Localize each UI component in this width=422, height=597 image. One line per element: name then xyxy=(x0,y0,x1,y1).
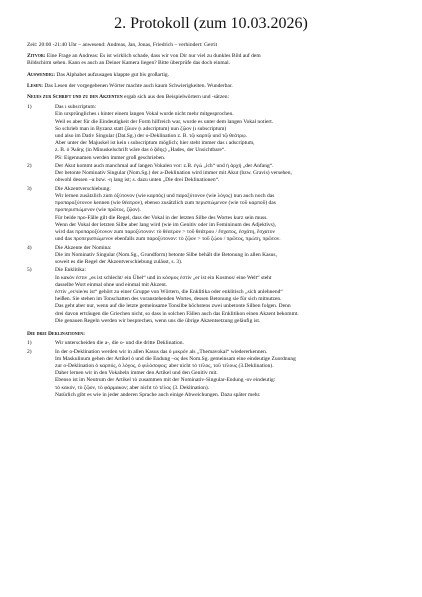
item-number: 5) xyxy=(27,267,32,274)
neues-text: ergab sich aus den Beispielwörtern und -sätzen: xyxy=(124,94,229,101)
item-line: Ebenso ist im Neutrum der Artikel τὸ zusammen mit der Nominativ-Singular-Endung -ον eindeutig: xyxy=(55,377,276,384)
item-number: 2) xyxy=(27,348,32,355)
list-item xyxy=(27,340,395,347)
list-item xyxy=(27,245,395,267)
item-line: Wir unterscheiden die a-, die o- und die dritte Deklination. xyxy=(55,340,184,347)
list-item xyxy=(27,267,395,325)
item-number: 3) xyxy=(27,185,32,192)
item-line: heißen. Sie stehen im Tonschatten des voranstehenden Wortes, dessen Betonung sie für sich mitnutzen. xyxy=(55,296,282,303)
item-line: zur o-Deklination ὁ καρπός, ὁ λόγος, ὁ φιλόσοφος; aber nicht τὸ τέλος, τοῦ τέλους (3.Deklination). xyxy=(55,363,274,370)
deklinationen-heading xyxy=(27,331,395,338)
item-line: Der betonte Nominativ Singular (Nom.Sg.) der a-Deklination wird immer mit Akut (bzw. Gravis) versehen, xyxy=(55,170,292,177)
item-line: Die Akzente der Nomina: xyxy=(55,244,112,251)
auswendig-label: Auswendig: xyxy=(27,71,56,78)
item-line: Aber unter der Majuskel ist kein ι subscriptum möglich; hier steht immer das ι adscriptum, xyxy=(55,140,255,147)
zitvor-paragraph xyxy=(27,53,395,67)
item-line: drei davon erträugen die Griechen nicht, so dass in solchen Fällen auch das Enklitikon einen Akzent bekommt. xyxy=(55,310,299,317)
item-line: In κακόν ἐστιν „es ist schlecht/ ein Übel“ und in κόσμος ἐστίν „er ist ein Kosmos/ eine Welt“ steht xyxy=(55,274,272,281)
item-line: PS: Eigennamen werden immer groß geschrieben. xyxy=(55,154,166,161)
item-number: 4) xyxy=(27,244,32,251)
item-line: Die Akzentverschiebung: xyxy=(55,185,111,192)
akzente-list xyxy=(27,104,395,325)
zitvor-line-1: Eine Frage an Andreas: Es ist wirklich schade, dass wir von Dir nur viel zu dunkles Bild auf dem xyxy=(46,53,261,60)
item-line: Die genauen Regeln werden wir besprechen, wenn uns die übrige Akzentsetzung geläufig ist. xyxy=(55,317,261,324)
item-line: ἐστίν „er/sie/es ist“ gehört zu einer Gruppe von Wörtern, die Enklitika oder enklitisch „sich anlehnend“ xyxy=(55,289,283,296)
lesen-label: Lesen: xyxy=(27,82,43,89)
item-line: Das geht aber nur, wenn auf die letzte gemeinsame Tonsilbe höchstens zwei unbetonte Silben folgen. Denn xyxy=(55,303,291,310)
list-item xyxy=(27,349,395,399)
item-line: Die im Nominativ Singular (Nom.Sg., Grundform) betonte Silbe behält die Betonung in allen Kasus, xyxy=(55,251,277,258)
item-line: soweit es die Regel der Akzentverschiebung zulässt, s. 3). xyxy=(55,259,183,266)
item-line: Wenn der Vokal der letzten Silbe aber lang wird (wie im Genitiv oder im Femininum des Adjektivs), xyxy=(55,221,276,228)
lesen-paragraph xyxy=(27,83,395,90)
item-line: Daher lernen wir in den Vokabeln immer den Artikel und den Genitiv mit. xyxy=(55,370,218,377)
item-line: προπερισπώμενον (wie πρῶτος, ζῷον). xyxy=(55,207,141,214)
item-line: Für beide προ-Fälle gilt die Regel, dass der Vokal in der letzten Silbe des Wortes kurz sein muss. xyxy=(55,214,268,221)
auswendig-text: Das Alphabet aufzusagen klappte gut bis großartig. xyxy=(56,71,169,78)
item-line: προπαροξύτονον kennen (wie θέατρον), ebenso zusätzlich zum περισπώμενον (wie τοῦ καρποῦ) das xyxy=(55,200,276,207)
zitvor-line-2: Bildschirm sehen. Kann es auch an Deiner Kamera liegen? Bitte überprüfe das doch einmal. xyxy=(27,60,230,67)
item-line: dasselbe Wort einmal ohne und einmal mit Akzent. xyxy=(55,281,168,288)
item-line: Ein ursprüngliches ι hinter einem langen Vokal wurde nicht mehr mitgesprochen. xyxy=(55,111,234,118)
list-item xyxy=(27,104,395,162)
item-line: Weil es aber für die Eindeutigkeit der Form hilfreich war, wurde es unter dem langen Vokal notiert. xyxy=(55,118,274,125)
item-line: Natürlich gibt es wie in jeder anderen Sprache auch einige Abweichungen. Dazu später mehr. xyxy=(55,391,261,398)
page-title: 2. Protokoll (zum 10.03.2026) xyxy=(114,15,308,32)
neues-paragraph xyxy=(27,94,395,101)
auswendig-paragraph xyxy=(27,72,395,79)
item-line: z. B. ὁ Ἅιδης (in Minuskelschrift wäre das ὁ ᾅδης) „Hades, der Unsichtbare“. xyxy=(55,147,226,154)
item-line: wird das προπαροξύτονον zum παροξύτονον: τὸ θέατρον > τοῦ θεάτρου / ἔσχατος, ἐσχάτη, ἔσχατον xyxy=(55,229,275,236)
item-line: So schrieb man in Byzanz statt ζῶιον (ι adscriptum) nun ζῷον (ι subscriptum) xyxy=(55,125,227,132)
item-line: Wir lernen zusätzlich zum ὀξύτονον (wie καρπός) und παροξύτονον (wie λόγος) nun auch noch das xyxy=(55,193,275,200)
list-item xyxy=(27,186,395,244)
deklinationen-list xyxy=(27,340,395,399)
lesen-text: Das Lesen der vorgegebenen Wörter machte auch kaum Schwierigkeiten. Wunderbar. xyxy=(44,82,233,89)
item-line: Die Enklitika: xyxy=(55,267,87,274)
list-item xyxy=(27,163,395,185)
item-number: 1) xyxy=(27,340,32,347)
item-line: Der Akut kommt auch manchmal auf langen Vokalen vor: z.B. ἐγώ „ich“ und ἡ ἀρχή „der Anfang“. xyxy=(55,163,274,170)
item-line: Im Maskulinum gehen der Artikel ὁ und die Endung –ος des Nom.Sg. gemeinsam eine eindeutige Zuordnung xyxy=(55,355,296,362)
item-line: und also im Dativ Singular (Dat.Sg.) der o-Deklination z. B. τῷ καρπῷ und τῷ θεάτρῳ. xyxy=(55,133,248,140)
item-line: In der o-Deklination werden wir in allen Kasus das ὁ μικρόν als „Themavokal“ wiedererkennen. xyxy=(55,348,268,355)
deklinationen-label: Die drei Deklinationen: xyxy=(27,331,86,338)
item-line: Das ι subscriptum: xyxy=(55,104,97,111)
item-number: 1) xyxy=(27,104,32,111)
meta-line: Zeit: 20:00 -21:40 Uhr – anwesend: Andreas, Jan, Jonas, Friedrich – verhindert: Gerrit xyxy=(27,42,218,48)
item-number: 2) xyxy=(27,163,32,170)
neues-label: Neues zur Schrift und zu den Akzenten xyxy=(27,94,123,101)
zitvor-label: Zitvor: xyxy=(27,53,46,60)
item-line: und das προπερισπώμενον ebenfalls zum παροξύτονον: τὸ ζῷον > τοῦ ζῴου / πρῶτος, πρώτη, πρῶτον. xyxy=(55,236,281,243)
item-line: τὸ κακόν, τὸ ζῷον, τὸ φάρμακον; aber nicht τὸ τέλος (3. Deklination). xyxy=(55,384,210,391)
item-line: obwohl dessen –α bzw. -η lang ist; s. dazu unten „Die drei Deklinationen“. xyxy=(55,177,220,184)
